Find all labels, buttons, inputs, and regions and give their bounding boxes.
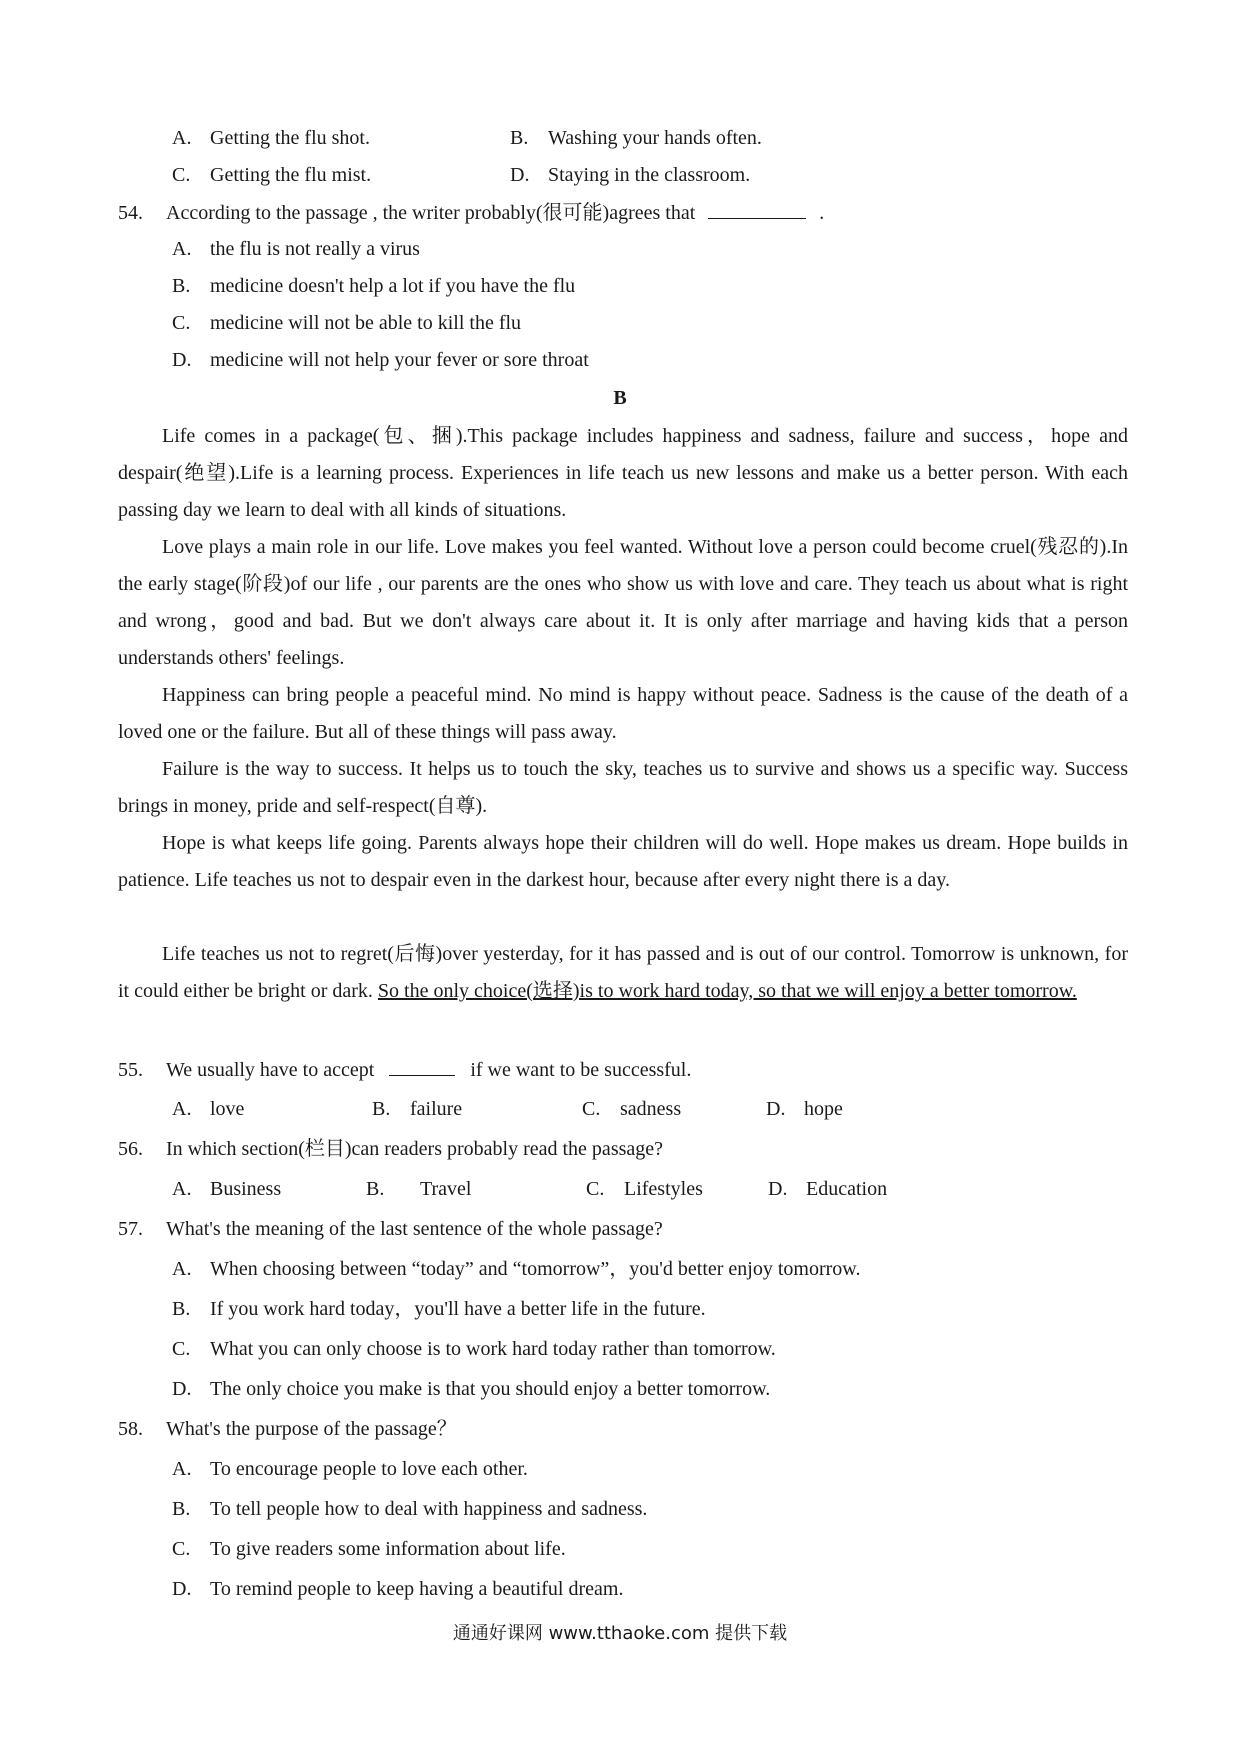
q56-option-b	[366, 1177, 471, 1201]
option-letter: B.	[172, 1298, 191, 1320]
q54-option-a	[172, 237, 420, 261]
question-text-before: We usually have to accept	[166, 1059, 375, 1081]
q58-option-c	[172, 1537, 566, 1561]
option-text: Staying in the classroom.	[548, 164, 751, 186]
question-text: What's the purpose of the passage？	[166, 1418, 457, 1440]
option-text: the flu is not really a virus	[210, 238, 420, 260]
passage-paragraph-2: Love plays a main role in our life. Love makes you feel wanted. Without love a person could become cruel(残忍的).In the early stage(阶段)of our life , our parents are the ones who show us with love and care. They teach us about what is right and wrong，good and bad. But we don't always care about it. It is only after marriage and having kids that a person understands others' feelings.	[118, 536, 1128, 669]
question-number: 54.	[118, 202, 143, 224]
option-letter: C.	[172, 1538, 191, 1560]
option-text: Washing your hands often.	[548, 127, 762, 149]
q58-option-b	[172, 1497, 647, 1521]
passage-paragraph-3: Happiness can bring people a peaceful mind. No mind is happy without peace. Sadness is the cause of the death of a loved one or the failure. But all of these things will pass away.	[118, 684, 1128, 743]
option-letter: A.	[172, 1098, 192, 1120]
q55-option-a	[172, 1097, 244, 1121]
q54-option-c	[172, 311, 521, 335]
option-letter: B.	[366, 1178, 385, 1200]
option-letter: B.	[172, 275, 191, 297]
option-letter: A.	[172, 1458, 192, 1480]
q57-option-b	[172, 1297, 706, 1321]
option-text: Education	[806, 1178, 888, 1200]
q57-option-a	[172, 1257, 860, 1281]
option-text: Getting the flu mist.	[210, 164, 372, 186]
q58-option-d	[172, 1577, 623, 1601]
q55-option-c	[582, 1097, 681, 1121]
q58-stem	[118, 1417, 457, 1441]
question-text: In which section(栏目)can readers probably read the passage?	[166, 1138, 664, 1160]
option-letter: D.	[768, 1178, 788, 1200]
q54-option-d	[172, 348, 589, 372]
q56-option-c	[586, 1177, 703, 1201]
option-text: The only choice you make is that you should enjoy a better tomorrow.	[210, 1378, 771, 1400]
option-letter: C.	[172, 164, 191, 186]
q53-option-b	[510, 126, 762, 150]
option-text: Lifestyles	[624, 1178, 703, 1200]
passage-paragraph-1: Life comes in a package(包、捆).This package includes happiness and sadness, failure and success，hope and despair(绝望).Life is a learning process. Experiences in life teach us new lessons and make us a better person. With each passing day we learn to deal with all kinds of situations.	[118, 425, 1128, 521]
option-text: medicine will not be able to kill the flu	[210, 312, 522, 334]
question-number: 56.	[118, 1138, 143, 1160]
question-text-after: if we want to be successful.	[470, 1059, 692, 1081]
option-text: What you can only choose is to work hard today rather than tomorrow.	[210, 1338, 776, 1360]
option-letter: A.	[172, 1178, 192, 1200]
option-letter: A.	[172, 238, 192, 260]
q53-option-d	[510, 163, 750, 187]
answer-blank	[389, 1057, 455, 1076]
option-text: To give readers some information about life.	[210, 1538, 566, 1560]
passage-paragraph-4: Failure is the way to success. It helps us to touch the sky, teaches us to survive and shows us a specific way. Success brings in money, pride and self-respect(自尊).	[118, 758, 1128, 817]
paragraph-text: Life teaches us not to regret(后悔)over yesterday, for it has passed and is out of our control. Tomorrow is unknown, for it could either be bright or dark.	[118, 943, 1128, 1002]
option-text: To tell people how to deal with happiness and sadness.	[210, 1498, 648, 1520]
question-number: 58.	[118, 1418, 143, 1440]
section-heading: B	[613, 387, 627, 409]
q53-option-a	[172, 126, 370, 150]
q54-option-b	[172, 274, 575, 298]
option-letter: B.	[172, 1498, 191, 1520]
option-letter: D.	[172, 349, 192, 371]
option-text: Travel	[420, 1178, 472, 1200]
option-text: Business	[210, 1178, 282, 1200]
option-text: Getting the flu shot.	[210, 127, 370, 149]
question-text: What's the meaning of the last sentence of the whole passage?	[166, 1218, 663, 1240]
option-text: hope	[804, 1098, 843, 1120]
option-letter: C.	[172, 1338, 191, 1360]
question-text: According to the passage , the writer probably(很可能)agrees that	[166, 202, 696, 224]
option-text: medicine doesn't help a lot if you have the flu	[210, 275, 576, 297]
option-letter: C.	[582, 1098, 601, 1120]
page-footer: 通通好课网 www.tthaoke.com 提供下载	[452, 1623, 788, 1644]
option-letter: B.	[372, 1098, 391, 1120]
option-letter: C.	[586, 1178, 605, 1200]
option-letter: A.	[172, 127, 192, 149]
option-letter: D.	[172, 1578, 192, 1600]
q57-option-c	[172, 1337, 776, 1361]
option-letter: B.	[510, 127, 529, 149]
option-text: failure	[410, 1098, 463, 1120]
question-number: 57.	[118, 1218, 143, 1240]
option-text: sadness	[620, 1098, 682, 1120]
stem-period: .	[819, 202, 825, 224]
q55-stem	[118, 1057, 691, 1082]
underlined-sentence: So the only choice(选择)is to work hard today, so that we will enjoy a better tomorrow.	[377, 980, 1077, 1002]
passage-paragraph-6	[118, 936, 1128, 1010]
q58-option-a	[172, 1457, 528, 1481]
q56-stem	[118, 1137, 663, 1161]
option-letter: A.	[172, 1258, 192, 1280]
q57-option-d	[172, 1377, 770, 1401]
passage-paragraph-5: Hope is what keeps life going. Parents always hope their children will do well. Hope makes us dream. Hope builds in patience. Life teaches us not to despair even in the darkest hour, because after every night there is a day.	[118, 832, 1128, 891]
option-text: To remind people to keep having a beautiful dream.	[210, 1578, 624, 1600]
answer-blank	[708, 200, 806, 219]
q57-stem	[118, 1217, 663, 1241]
q53-option-c	[172, 163, 371, 187]
option-text: When choosing between “today” and “tomorrow”，you'd better enjoy tomorrow.	[210, 1258, 861, 1280]
option-text: love	[210, 1098, 245, 1120]
q55-option-b	[372, 1097, 462, 1121]
q54-stem	[118, 200, 824, 225]
option-letter: D.	[510, 164, 530, 186]
q55-option-d	[766, 1097, 843, 1121]
option-letter: C.	[172, 312, 191, 334]
option-text: If you work hard today，you'll have a better life in the future.	[210, 1298, 706, 1320]
option-text: medicine will not help your fever or sore throat	[210, 349, 589, 371]
option-letter: D.	[172, 1378, 192, 1400]
q56-option-d	[768, 1177, 887, 1201]
option-text: To encourage people to love each other.	[210, 1458, 528, 1480]
q56-option-a	[172, 1177, 281, 1201]
option-letter: D.	[766, 1098, 786, 1120]
question-number: 55.	[118, 1059, 143, 1081]
